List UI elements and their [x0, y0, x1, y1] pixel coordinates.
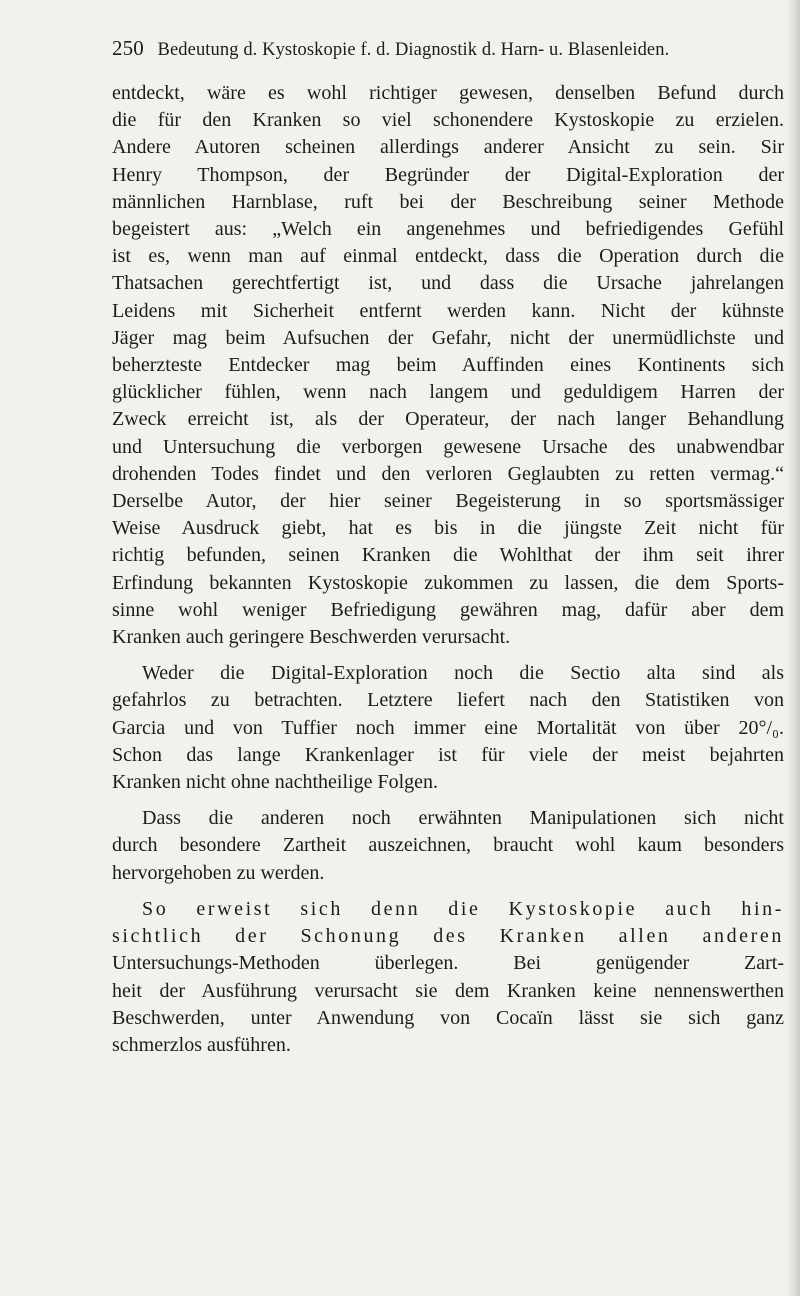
page-edge-shadow [786, 0, 800, 1296]
text-line: Andere Autoren scheinen allerdings anderer Ansicht zu sein. Sir [112, 136, 784, 159]
text-line: männlichen Harnblase, ruft bei der Beschreibung seiner Methode [112, 190, 784, 213]
paragraph-gap [112, 887, 784, 896]
paragraph-1 [112, 80, 784, 651]
text-line: heit der Ausführung verursacht sie dem Kranken keine nennenswerthen [112, 979, 784, 1002]
text-line: Kranken auch geringere Beschwerden verursacht. [112, 626, 511, 649]
running-header [112, 36, 669, 61]
paragraph-gap [112, 651, 784, 660]
text-line: Schon das lange Krankenlager ist für viele der meist bejahrten [112, 743, 784, 766]
text-line: Beschwerden, unter Anwendung von Cocaïn lässt sie sich ganz [112, 1006, 784, 1029]
running-title: Bedeutung d. Kystoskopie f. d. Diagnostik d. Harn- u. Blasenleiden. [157, 40, 670, 60]
text-line: Erfindung bekannten Kystoskopie zukommen zu lassen, die dem Sports- [112, 571, 784, 594]
text-line: glücklicher fühlen, wenn nach langem und geduldigem Harren der [112, 381, 784, 404]
text-line: entdeckt, wäre es wohl richtiger gewesen, denselben Befund durch [112, 82, 784, 104]
text-line: So erweist sich denn die Kystoskopie auch hin- [142, 897, 784, 920]
text-line: beherzteste Entdecker mag beim Auffinden eines Kontinents sich [112, 354, 784, 377]
text-line: ist es, wenn man auf einmal entdeckt, dass die Operation durch die [112, 245, 784, 268]
paragraph-gap [112, 796, 784, 805]
text-line: durch besondere Zartheit auszeichnen, braucht wohl kaum besonders [112, 834, 784, 857]
text-line: Derselbe Autor, der hier seiner Begeisterung in so sportsmässiger [112, 490, 784, 513]
text-line: drohenden Todes findet und den verloren Geglaubten zu retten vermag.“ [112, 462, 784, 485]
text-line: sichtlich der Schonung des Kranken allen anderen [112, 925, 784, 948]
text-line: Weise Ausdruck giebt, hat es bis in die jüngste Zeit nicht für [112, 517, 784, 540]
text-line: Untersuchungs-Methoden überlegen. Bei genügender Zart- [112, 952, 784, 975]
text-line: hervorgehoben zu werden. [112, 861, 325, 884]
text-line: gefahrlos zu betrachten. Letztere liefert nach den Statistiken von [112, 689, 784, 712]
text-line: die für den Kranken so viel schonendere Kystoskopie zu erzielen. [112, 109, 784, 132]
text-line: Zweck erreicht ist, als der Operateur, der nach langer Behandlung [112, 408, 784, 431]
text-line: Garcia und von Tuffier noch immer eine Mortalität von über 20°/₀. [112, 716, 784, 739]
text-line: Weder die Digital-Exploration noch die Sectio alta sind als [142, 662, 784, 685]
paragraph-3 [112, 805, 784, 887]
text-line: Henry Thompson, der Begründer der Digital-Exploration der [112, 163, 784, 186]
page-number: 250 [112, 36, 144, 60]
body-text [112, 80, 784, 1059]
paragraph-4 [112, 896, 784, 1059]
text-line: richtig befunden, seinen Kranken die Wohlthat der ihm seit ihrer [112, 544, 784, 567]
text-line: schmerzlos ausführen. [112, 1033, 291, 1056]
text-line: Dass die anderen noch erwähnten Manipulationen sich nicht [142, 807, 784, 830]
text-line: Jäger mag beim Aufsuchen der Gefahr, nicht der unermüdlichste und [112, 326, 784, 349]
text-line: sinne wohl weniger Befriedigung gewähren mag, dafür aber dem [112, 598, 784, 621]
text-line: Kranken nicht ohne nachtheilige Folgen. [112, 771, 439, 794]
text-line: Leidens mit Sicherheit entfernt werden kann. Nicht der kühnste [112, 299, 784, 322]
text-line: Thatsachen gerechtfertigt ist, und dass die Ursache jahrelangen [112, 272, 784, 295]
text-line: und Untersuchung die verborgen gewesene Ursache des unabwendbar [112, 435, 784, 458]
text-line: begeistert aus: „Welch ein angenehmes und befriedigendes Gefühl [112, 218, 784, 241]
paragraph-2 [112, 660, 784, 796]
